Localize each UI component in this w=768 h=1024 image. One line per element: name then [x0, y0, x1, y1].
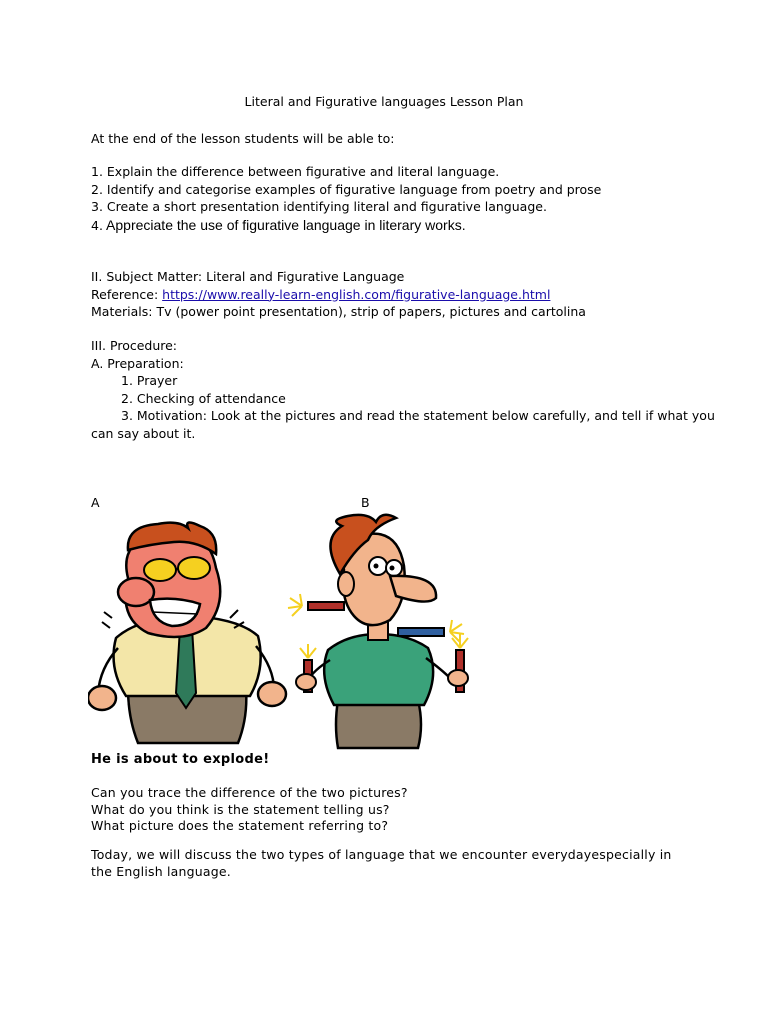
- preparation-heading: A. Preparation:: [91, 355, 184, 371]
- objective-item: [91, 217, 601, 235]
- procedure-item: 3. Motivation: Look at the pictures and read the statement below carefully, and tell if what you: [121, 408, 715, 423]
- procedure-section: [91, 337, 715, 442]
- materials-text: Tv (power point presentation), strip of papers, pictures and cartolina: [156, 304, 586, 319]
- picture-b-label: B: [361, 495, 370, 510]
- question-item: What do you think is the statement telling us?: [91, 801, 390, 817]
- document-title: Literal and Figurative languages Lesson Plan: [244, 94, 524, 109]
- objective-text: Appreciate the use of figurative language in literary works.: [102, 216, 466, 233]
- materials-label: Materials:: [91, 304, 157, 319]
- picture-a-label: A: [91, 495, 100, 510]
- reference-label: Reference:: [91, 286, 163, 302]
- closing-paragraph: Today, we will discuss the two types of language that we encounter everydayespecially in the English language.: [91, 847, 672, 879]
- subject-matter-section: [91, 268, 586, 321]
- procedure-item: 2. Checking of attendance: [121, 390, 286, 406]
- questions-block: [91, 785, 408, 835]
- angry-man-illustration: [88, 518, 288, 748]
- objectives-list: [91, 163, 601, 234]
- procedure-item: 1. Prayer: [121, 373, 178, 388]
- question-item: Can you trace the difference of the two pictures?: [91, 785, 408, 800]
- objective-item: 2. Identify and categorise examples of figurative language from poetry and prose: [91, 181, 602, 197]
- procedure-continuation: can say about it.: [91, 425, 196, 441]
- dynamite-man-illustration: [278, 510, 488, 750]
- procedure-heading: III. Procedure:: [91, 338, 178, 353]
- reference-link[interactable]: https://www.really-learn-english.com/figurative-language.html: [162, 286, 551, 302]
- materials-line: [91, 303, 586, 321]
- objectives-intro: At the end of the lesson students will be able to:: [91, 131, 395, 146]
- objective-item: 3. Create a short presentation identifying literal and figurative language.: [91, 199, 547, 214]
- subject-matter-heading: II. Subject Matter: Literal and Figurative Language: [91, 269, 405, 284]
- reference-line: [91, 286, 586, 304]
- statement-text: He is about to explode!: [91, 752, 270, 767]
- question-item: What picture does the statement referring to?: [91, 818, 389, 833]
- objective-number: 4.: [91, 217, 103, 233]
- objective-item: 1. Explain the difference between figurative and literal language.: [91, 164, 500, 179]
